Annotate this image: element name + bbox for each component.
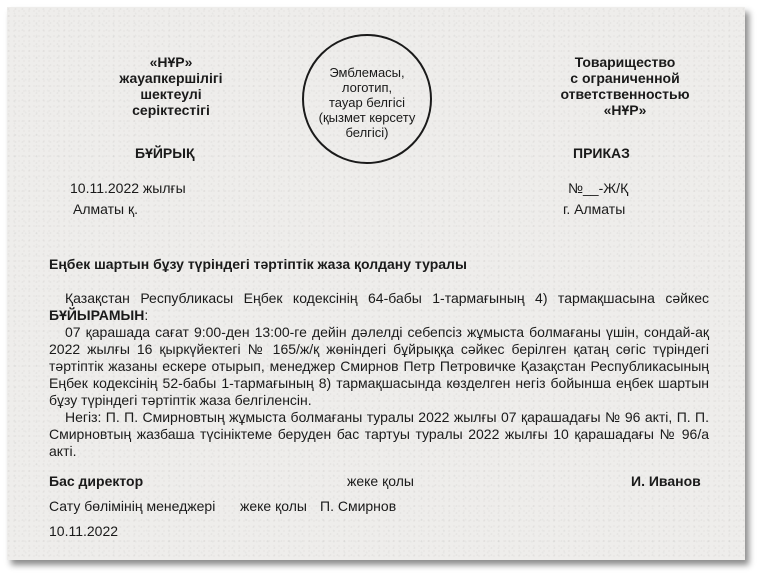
- emblem-text-line: тауар белгісі: [328, 94, 406, 110]
- company-ru-line: «НҰР»: [603, 102, 647, 118]
- manager-title: Сату бөлімінің менеджері: [49, 498, 216, 514]
- order-number: №__-Ж/Қ: [568, 180, 629, 196]
- company-kz-line: «НҰР»: [149, 54, 193, 70]
- order-date: 10.11.2022 жылғы: [70, 180, 186, 196]
- acknowledgement-date: 10.11.2022: [49, 523, 119, 539]
- company-ru-line: ответственностью: [560, 86, 690, 102]
- emblem-text-line: белгісі): [345, 124, 389, 140]
- body-paragraph-basis: [49, 290, 709, 324]
- order-title-ru: ПРИКАЗ: [573, 145, 630, 161]
- document-page: [7, 7, 745, 560]
- manager-name: П. Смирнов: [320, 498, 397, 514]
- basis-line: Қазақстан Республикасы Еңбек кодексінің 64-бабы 1-тармағының 4) тармақшасына сәйкес: [65, 290, 709, 306]
- order-colon: :: [144, 307, 149, 323]
- city-kz: Алматы қ.: [73, 201, 138, 217]
- order-keyword: БҰЙЫРАМЫН: [49, 307, 145, 323]
- manager-signature: жеке қолы: [240, 498, 307, 514]
- company-ru-line: с ограниченной: [570, 70, 680, 86]
- city-ru: г. Алматы: [563, 201, 626, 217]
- emblem-text-line: (қызмет көрсету: [318, 109, 416, 125]
- company-kz-line: шектеулі: [140, 86, 202, 102]
- order-title-kz: БҰЙРЫҚ: [135, 145, 195, 161]
- emblem-text-line: логотип,: [341, 79, 393, 95]
- order-subject: Еңбек шартын бұзу түріндегі тәртіптік жаза қолдану туралы: [49, 256, 467, 272]
- company-kz-line: серіктестігі: [132, 102, 210, 118]
- director-signature: жеке қолы: [347, 473, 414, 489]
- company-name-kz: [91, 54, 251, 118]
- body-paragraph-decision: 07 қарашада сағат 9:00-ден 13:00-ге дейін дәлелді себепсіз жұмыста болмағаны үшін, сондай-ақ 2022 жылғы 16 қыркүйектегі № 165/ж/қ жөніндегі бұйрыққа сәйкес берілген қатаң сөгіс түріндегі тәртіптік жазаны ескере отырып, менеджер Смирнов Петр Петровичке Қазақстан Республикасының Еңбек кодексінің 52-бабы 1-тармағының 8) тармақшасында көзделген негіз бойынша еңбек шартын бұзу түріндегі тәртіптік жаза белгіленсін.: [49, 324, 709, 408]
- director-name: И. Иванов: [631, 473, 701, 489]
- emblem-placeholder: [302, 34, 432, 164]
- director-title: Бас директор: [49, 473, 144, 489]
- body-paragraph-grounds: Негіз: П. П. Смирновтың жұмыста болмағаны туралы 2022 жылғы 07 қарашадағы № 96 акті, П. П. Смирновтың жазбаша түсініктеме беруден бас тартуы туралы 2022 жылғы 10 қарашадағы № 96/а акті.: [49, 409, 709, 459]
- emblem-text-line: Эмблемасы,: [329, 64, 405, 80]
- company-kz-line: жауапкершілігі: [119, 70, 223, 86]
- company-ru-line: Товарищество: [574, 54, 676, 70]
- company-name-ru: [535, 54, 715, 118]
